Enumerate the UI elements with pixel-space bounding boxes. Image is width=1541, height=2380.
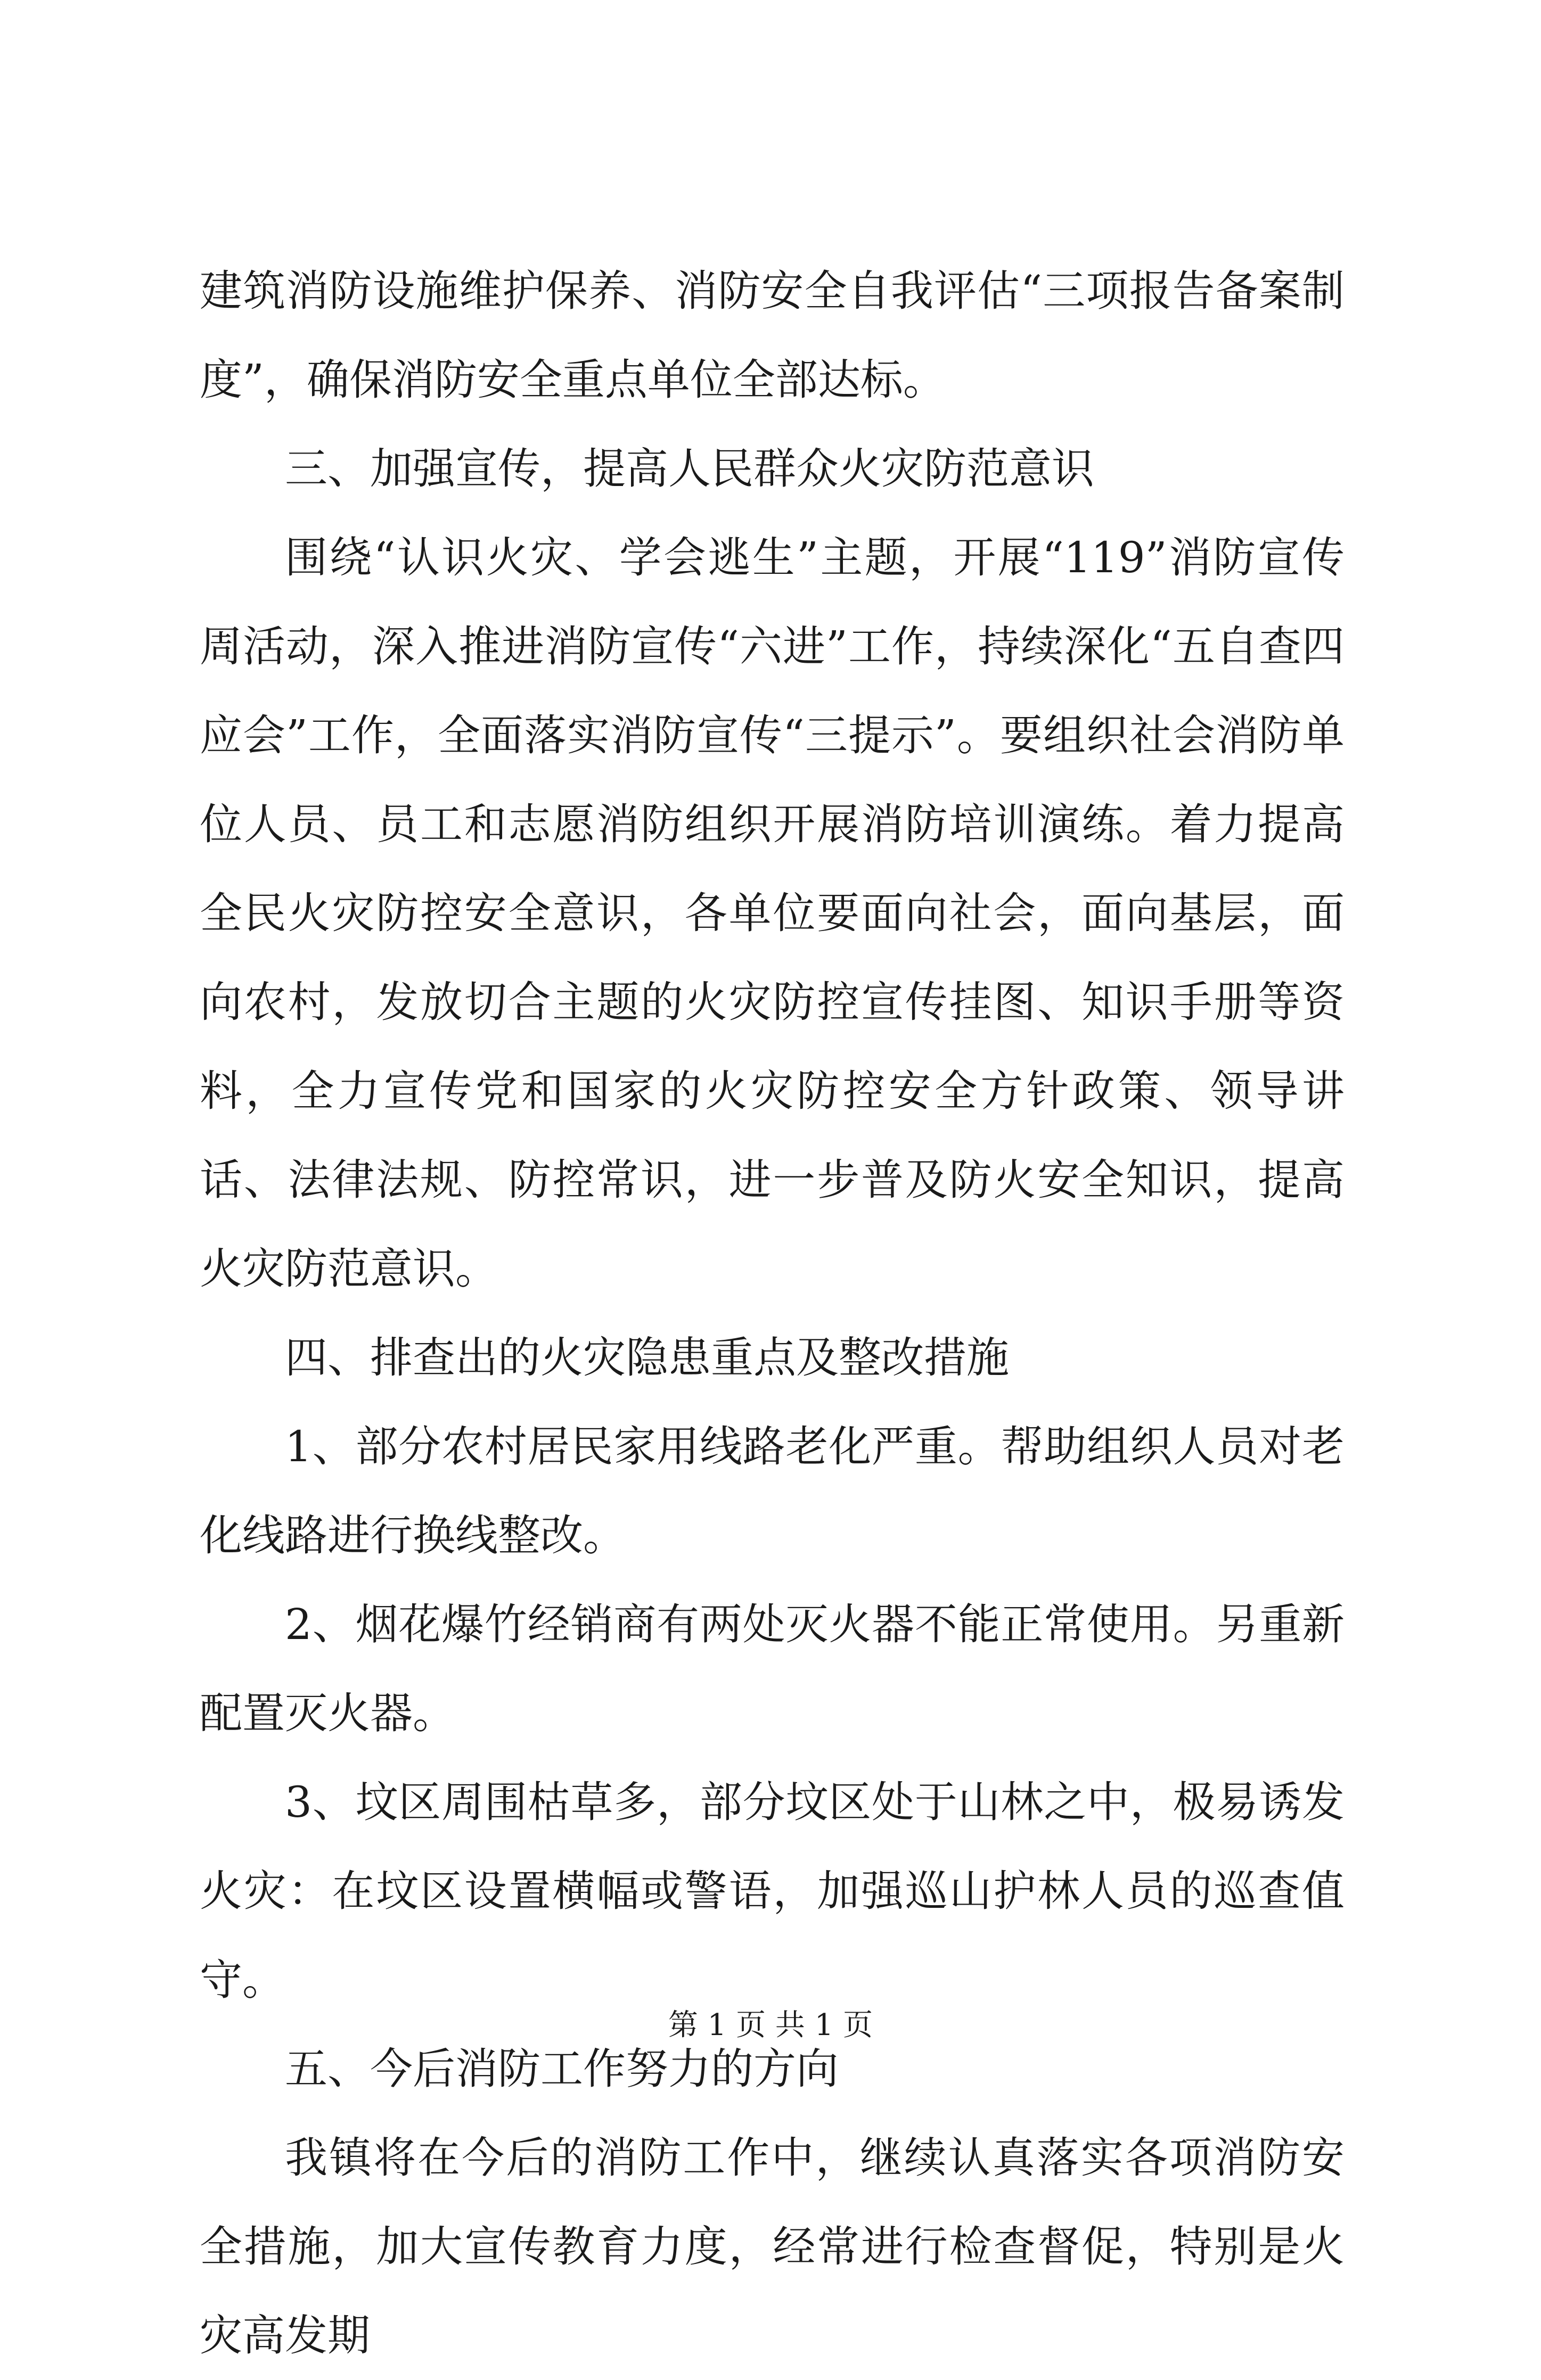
section-heading-5: 五、今后消防工作努力的方向 (285, 2044, 839, 2094)
list-item-1: 1、部分农村居民家用线路老化严重。帮助组织人员对老化线路进行换线整改。 (200, 1422, 1345, 1560)
list-item-2: 2、烟花爆竹经销商有两处灭火器不能正常使用。另重新配置灭火器。 (200, 1600, 1345, 1738)
document-body (200, 246, 1345, 2380)
list-item-3: 3、坟区周围枯草多，部分坟区处于山林之中，极易诱发火灾：在坟区设置横幅或警语，加强巡山护林人员的巡查值守。 (200, 1777, 1345, 2005)
paragraph-future: 我镇将在今后的消防工作中，继续认真落实各项消防安全措施，加大宣传教育力度，经常进行检查督促，特别是火灾高发期 (200, 2133, 1345, 2360)
paragraph-publicity: 围绕“认识火灾、学会逃生”主题，开展“119”消防宣传周活动，深入推进消防宣传“六进”工作，持续深化“五自查四应会”工作，全面落实消防宣传“三提示”。要组织社会消防单位人员、员工和志愿消防组织开展消防培训演练。着力提高全民火灾防控安全意识，各单位要面向社会，面向基层，面向农村，发放切合主题的火灾防控宣传挂图、知识手册等资料，全力宣传党和国家的火灾防控安全方针政策、领导讲话、法律法规、防控常识，进一步普及防火安全知识，提高火灾防范意识。 (200, 533, 1345, 1294)
section-heading-3: 三、加强宣传，提高人民群众火灾防范意识 (285, 444, 1094, 493)
paragraph-continuation: 建筑消防设施维护保养、消防安全自我评估“三项报告备案制度”，确保消防安全重点单位全部达标。 (200, 266, 1345, 405)
page-footer: 第 1 页 共 1 页 (668, 2008, 873, 2043)
section-heading-4: 四、排查出的火灾隐患重点及整改措施 (285, 1333, 1009, 1382)
